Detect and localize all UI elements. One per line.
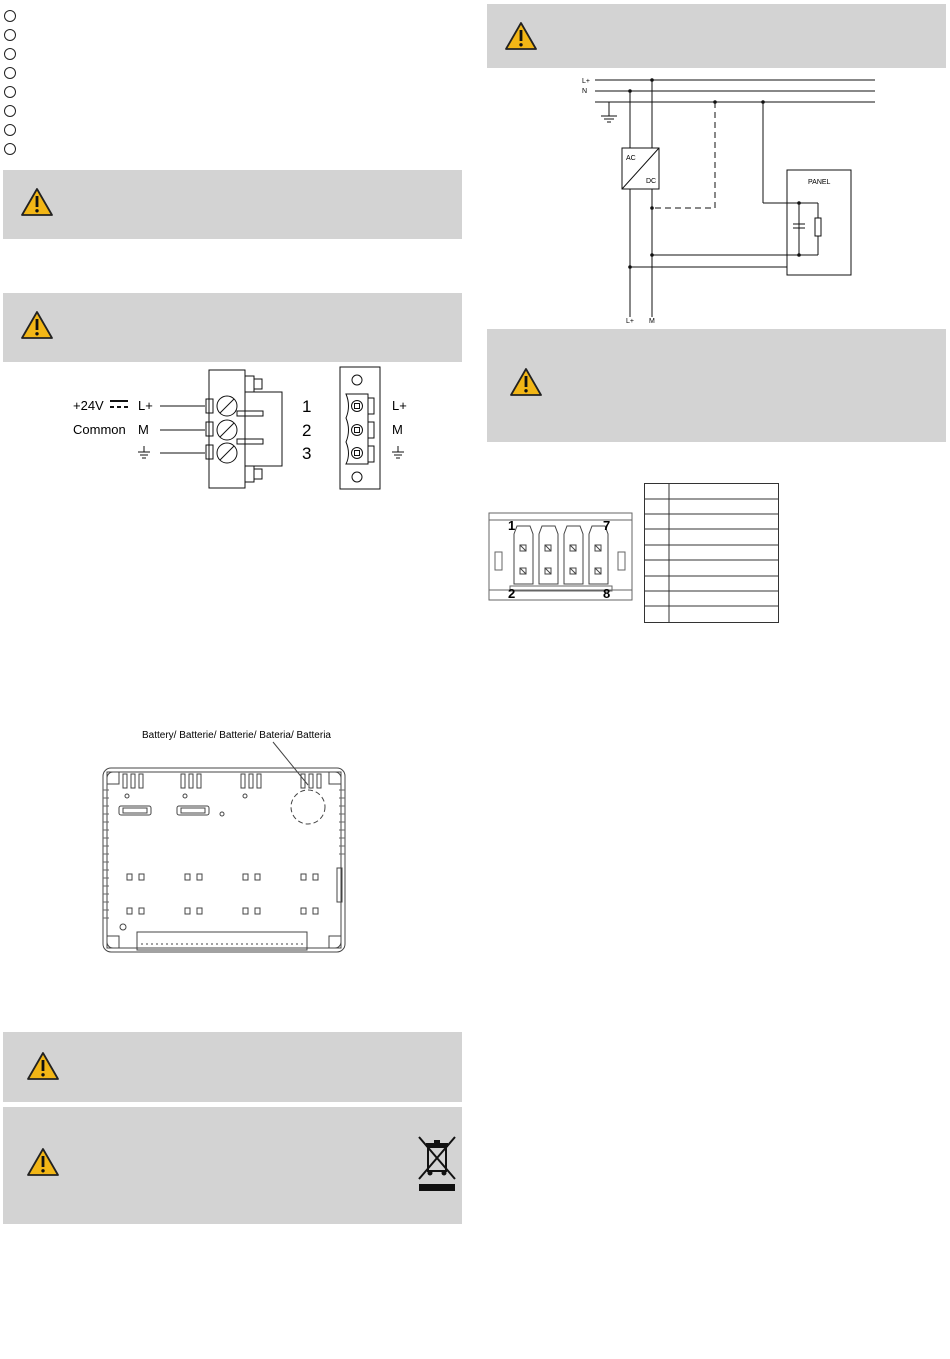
warning-triangle-icon (509, 367, 543, 397)
warning-box (3, 170, 462, 239)
device-rear-view (95, 740, 355, 960)
warning-box (487, 329, 946, 442)
pin-number-1: 1 (302, 397, 312, 416)
port-pin-2: 2 (508, 586, 516, 601)
list-marker (4, 10, 16, 22)
list-marker (4, 143, 16, 155)
terminal-block-front (340, 367, 380, 489)
pin-number-2: 2 (302, 421, 312, 440)
ground-icon (392, 446, 404, 458)
port-pin-7: 7 (603, 518, 611, 533)
warning-triangle-icon (26, 1147, 60, 1177)
front-lplus-label: L+ (392, 398, 407, 413)
list-marker (4, 86, 16, 98)
dc-symbol-icon (110, 401, 128, 407)
pin-assignment-table (644, 483, 780, 625)
ground-icon (138, 446, 150, 458)
list-marker (4, 29, 16, 41)
list-marker (4, 105, 16, 117)
supply-dc-label: DC (646, 178, 657, 185)
bottom-m-label: M (649, 318, 655, 325)
terminal-block-side (206, 370, 282, 488)
line-n-label: N (582, 88, 588, 95)
lplus-label: L+ (138, 398, 153, 413)
supply-ac-label: AC (626, 155, 636, 162)
port-pin-1: 1 (508, 518, 516, 533)
warning-box (487, 4, 946, 68)
bottom-lplus-label: L+ (626, 318, 634, 325)
warning-triangle-icon (20, 310, 54, 340)
power-connector-diagram (0, 362, 470, 497)
warning-box (3, 1107, 462, 1224)
wiring-schematic (570, 72, 890, 327)
list-marker (4, 48, 16, 60)
crossed-out-wheelie-bin-icon (417, 1135, 457, 1193)
list-marker (4, 124, 16, 136)
warning-triangle-icon (26, 1051, 60, 1081)
warning-triangle-icon (20, 187, 54, 217)
warning-box (3, 293, 462, 362)
pin-number-3: 3 (302, 444, 312, 463)
line-lplus-label: L+ (582, 78, 590, 85)
warning-triangle-icon (504, 21, 538, 51)
common-label: Common (73, 422, 126, 437)
m-label: M (138, 422, 149, 437)
voltage-label: +24V (73, 398, 104, 413)
port-pin-8: 8 (603, 586, 611, 601)
front-m-label: M (392, 422, 403, 437)
communication-port-diagram (486, 510, 636, 605)
warning-box (3, 1032, 462, 1102)
panel-label: PANEL (808, 179, 831, 186)
list-marker (4, 67, 16, 79)
battery-callout-label: Battery/ Batterie/ Batterie/ Bateria/ Batteria (142, 730, 331, 741)
